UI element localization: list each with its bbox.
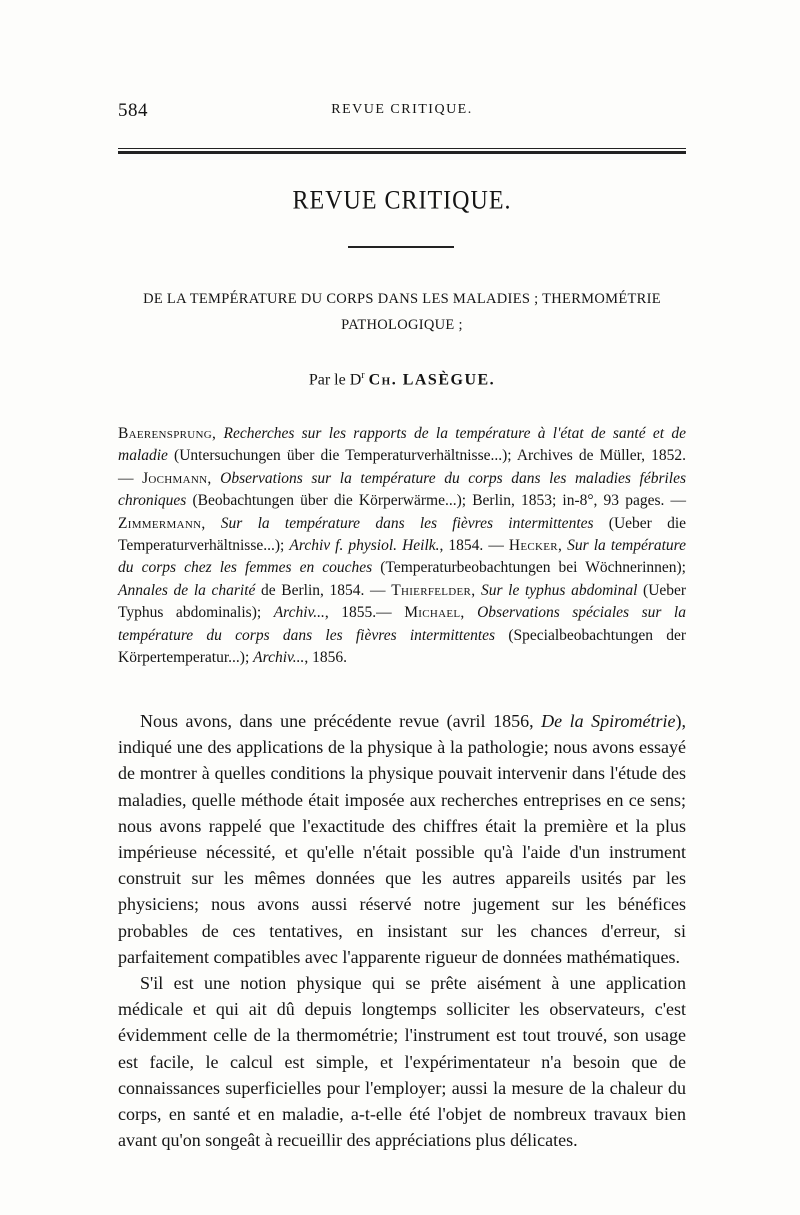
bib-tail: , 1855.—: [324, 604, 392, 622]
bib-title: Sur la température dans les fièvres intermittentes: [220, 514, 594, 532]
paragraph-text: S'il est une notion physique qui se prête aisément à une application médicale et qui ait dû depuis longtemps solliciter les observateurs, c'est évidemment celle de la thermométrie; l'instrument est tout trouvé, son usage est facile, le calcul est simple, et l'expérimentateur n'a besoin que de connaissances superficielles pour l'employer; aussi la mesure de la chaleur du corps, en santé et en maladie, a-t-elle été l'objet de nombreux travaux bien avant qu'on songeât à recueillir des appréciations plus délicates.: [118, 973, 686, 1151]
bib-details: (Temperaturbeobachtungen bei Wöchnerinnen);: [380, 559, 686, 577]
article-subtitle: DE LA TEMPÉRATURE DU CORPS DANS LES MALADIES ; THERMOMÉTRIE PATHOLOGIQUE ;: [143, 291, 661, 333]
byline: [118, 370, 686, 389]
bib-journal: Archiv f. physiol. Heilk.: [289, 537, 440, 555]
paragraph: [118, 970, 686, 1153]
bib-title: Recherches sur les rapports de la température à l'état de santé et de maladie: [118, 425, 687, 465]
bib-journal: Archiv...: [273, 604, 325, 622]
bibliography: [118, 423, 686, 669]
bib-details: (Ueber Typhus abdominalis);: [118, 581, 687, 622]
bib-tail: de Berlin, 1854. —: [261, 581, 386, 599]
bib-details: (Beobachtungen über die Körperwärme...); Berlin, 1853; in-8°, 93 pages. —: [192, 492, 686, 510]
bib-tail: , 1856.: [304, 649, 347, 667]
paragraph-text: Nous avons, dans une précédente revue (avril 1856,: [140, 711, 534, 731]
bib-details: (Specialbeobachtungen der Körpertemperatur...);: [118, 626, 686, 667]
byline-prefix: Par le D: [308, 371, 362, 389]
bib-author: Thierfelder,: [391, 581, 476, 599]
bib-details: (Untersuchungen über die Temperaturverhältnisse...); Archives de Müller, 1852. —: [118, 447, 686, 487]
bib-title: Sur la température du corps chez les femmes en couches: [118, 537, 687, 577]
bib-author: Hecker,: [508, 537, 563, 555]
bib-author: Jochmann,: [142, 469, 212, 487]
page-number: 584: [118, 100, 148, 121]
page-title: REVUE CRITIQUE.: [292, 186, 512, 216]
byline-prefix-sup: r: [361, 370, 365, 381]
header-rule: [118, 148, 686, 154]
bib-title: Sur le typhus abdominal: [481, 581, 638, 599]
bib-author: Baerensprung,: [118, 425, 217, 442]
bib-journal: Annales de la charité: [118, 581, 256, 599]
paragraph: [118, 708, 686, 970]
running-title: REVUE CRITIQUE.: [331, 102, 473, 117]
paragraph-italic: De la Spirométrie: [541, 711, 676, 731]
bib-author: Zimmermann,: [118, 514, 206, 532]
bib-author: Michael,: [404, 604, 465, 622]
running-head: [118, 100, 686, 122]
bib-entry: [118, 470, 686, 509]
bib-title: Observations spéciales sur la température du corps dans les fièvres intermittentes: [118, 604, 686, 644]
bib-details: (Ueber die Temperaturverhältnisse...);: [118, 514, 687, 555]
body-text: [118, 708, 686, 1153]
bib-title: Observations sur la température du corps dans les maladies fébriles chroniques: [118, 469, 687, 510]
author-name: Ch. LASÈGUE.: [368, 371, 496, 389]
title-divider: [348, 246, 454, 248]
bib-tail: , 1854. —: [439, 537, 504, 555]
bib-journal: Archiv...: [253, 649, 305, 667]
paragraph-text: ), indiqué une des applications de la physique à la pathologie; nous avons essayé de montrer à quelles conditions la physique pouvait intervenir dans l'étude des maladies, quelle méthode était imposée aux recherches entreprises en ce sens; nous avons rappelé que l'exactitude des chiffres était la première et la plus impérieuse nécessité, et qu'elle n'était possible qu'à l'aide d'un instrument construit sur les mêmes données que les autres appareils usités par les physiciens; nous avons aussi réservé notre jugement sur les bénéfices probables de ces tentatives, en insistant sur les chances d'erreur, si parfaitement compatibles avec l'apparente rigueur de données mathématiques.: [118, 711, 686, 967]
